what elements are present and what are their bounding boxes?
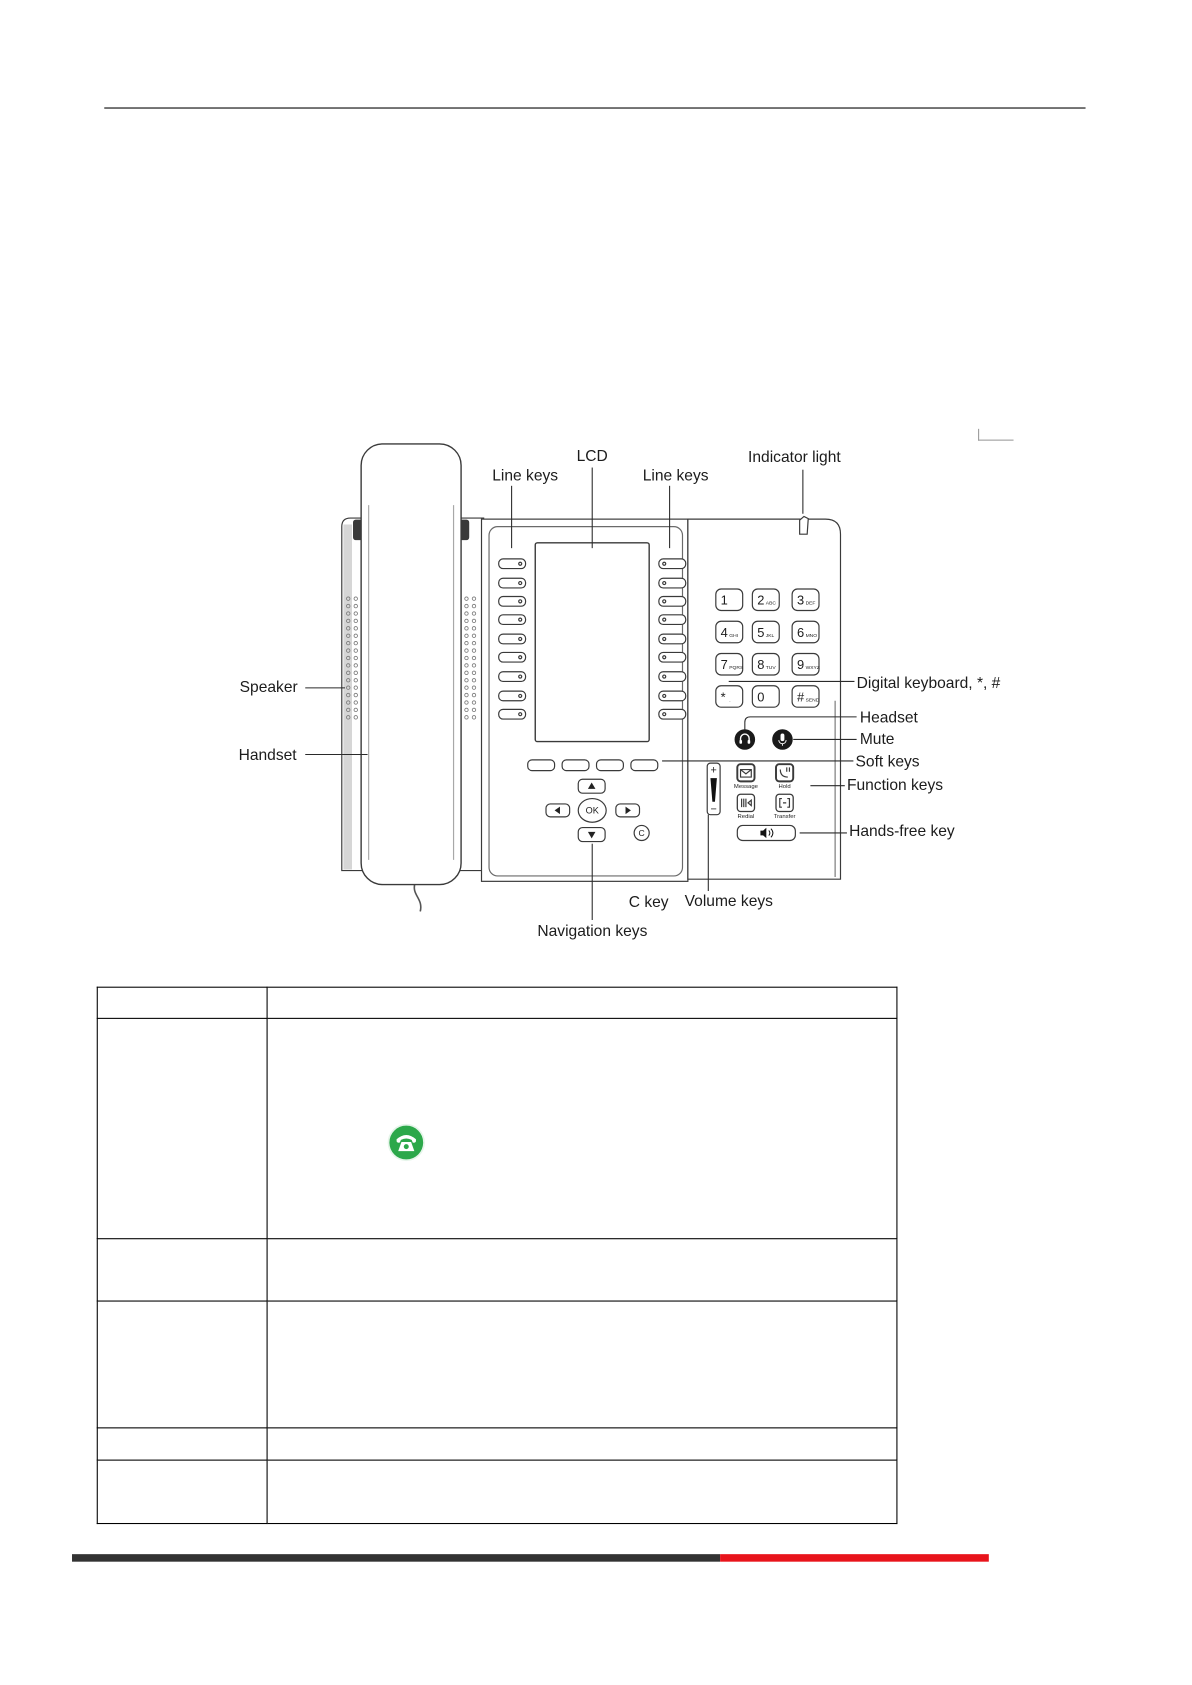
- keypad-key-digit: 6: [796, 624, 805, 640]
- keypad-key: [716, 621, 743, 642]
- keypad-key: [752, 653, 779, 674]
- handset: [354, 444, 469, 912]
- label-line-keys-left: Line keys: [492, 467, 559, 485]
- keypad-key-letters: ABC: [765, 601, 776, 607]
- label-indicator-light: Indicator light: [748, 449, 841, 467]
- line-key-led: [519, 582, 522, 585]
- keypad-key-digit: 5: [757, 624, 765, 640]
- keypad-key-letters: MNO: [805, 633, 818, 639]
- line-key-led: [663, 694, 666, 697]
- keypad-key-letters: JKL: [765, 633, 775, 639]
- table-row: [97, 1428, 897, 1460]
- table-cell-description: [267, 1018, 897, 1238]
- headset-earpiece: [739, 740, 742, 744]
- indicator-light: [800, 516, 809, 534]
- label-speaker: Speaker: [239, 679, 298, 697]
- line-key-led: [663, 562, 666, 565]
- function-key-redial: [737, 794, 754, 820]
- c-key-glyph: C: [638, 828, 645, 839]
- function-key-caption: Transfer: [773, 813, 796, 820]
- line-key-led: [663, 656, 666, 659]
- line-key-led: [519, 637, 522, 640]
- line-key-led: [663, 600, 666, 603]
- keypad-key-digit: 2: [757, 592, 765, 608]
- label-line-keys-right: Line keys: [642, 467, 709, 485]
- function-key-caption: Hold: [778, 783, 791, 790]
- phone-icon-dial: [404, 1144, 409, 1149]
- keypad-key-digit: 0: [757, 689, 765, 705]
- table-cell-description: [267, 1301, 897, 1428]
- key-description-table: [97, 987, 898, 1524]
- footer-bar: [72, 1554, 720, 1562]
- table-row: [97, 1301, 897, 1428]
- microphone-capsule: [781, 734, 785, 742]
- line-key-led: [519, 656, 522, 659]
- label-hands-free-key: Hands-free key: [849, 823, 955, 841]
- line-key-led: [663, 637, 666, 640]
- table-cell-label: [97, 1239, 267, 1301]
- soft-key: [597, 760, 624, 771]
- headset-key-button: [735, 730, 754, 749]
- label-soft-keys: Soft keys: [855, 753, 920, 771]
- keypad-key-digit: 8: [757, 657, 765, 673]
- table-cell-label: [97, 1460, 267, 1523]
- keypad-key-letters: TUV: [765, 666, 776, 672]
- footer-accent-bar: [720, 1554, 989, 1562]
- function-key-frame: [737, 764, 754, 781]
- keypad-key-digit: *: [720, 689, 726, 705]
- table-cell-label: [97, 1301, 267, 1428]
- soft-key: [562, 760, 589, 771]
- keypad-key: [792, 653, 820, 674]
- phone-icon-graphic: [387, 1123, 426, 1162]
- headset-earpiece: [748, 740, 751, 744]
- keypad-key-digit: 4: [720, 624, 728, 640]
- handset-cord: [414, 883, 420, 911]
- keypad-key-letters: PQRS: [729, 666, 744, 672]
- volume-plus: +: [710, 764, 717, 777]
- phone-icon: [387, 1123, 426, 1162]
- keypad-key: [716, 589, 743, 610]
- line-key-led: [663, 618, 666, 621]
- line-key-led: [663, 582, 666, 585]
- headset-key: [735, 730, 754, 749]
- table-cell-description: [267, 1460, 897, 1523]
- keypad-key-letters: SEND: [805, 698, 820, 704]
- label-navigation-keys: Navigation keys: [537, 923, 648, 941]
- keypad-key-digit: 3: [796, 592, 805, 608]
- hands-free-key: [737, 825, 795, 840]
- keypad-key: [792, 589, 819, 610]
- keypad-key-letters: DEF: [805, 601, 816, 607]
- phone-device: [342, 444, 841, 912]
- label-headset: Headset: [859, 709, 918, 727]
- table-cell-label: [97, 1428, 267, 1460]
- keypad-key-letters: .: [729, 698, 731, 704]
- volume-minus: −: [710, 803, 717, 816]
- label-digital-keyboard: Digital keyboard, *, #: [856, 674, 1001, 692]
- keypad-key: [752, 621, 779, 642]
- keypad-key: [792, 621, 819, 642]
- keypad-key-digit: 9: [796, 657, 805, 673]
- function-key-caption: Redial: [737, 813, 755, 820]
- keypad-key-digit: #: [796, 689, 805, 705]
- keypad-key-letters: WXYZ: [805, 666, 820, 672]
- function-key-message: [734, 764, 759, 790]
- table-cell-label: [97, 987, 267, 1018]
- label-c-key: C key: [628, 894, 669, 912]
- table-row: [97, 1018, 897, 1238]
- line-key-led: [519, 694, 522, 697]
- table-header-row: [97, 987, 897, 1018]
- label-mute: Mute: [859, 730, 895, 748]
- keypad-key: [752, 686, 779, 707]
- lcd-screen: [535, 543, 649, 742]
- table-cell-description: [267, 1239, 897, 1301]
- line-key-led: [663, 675, 666, 678]
- keypad-key-letters: GHI: [729, 633, 739, 639]
- label-volume-keys: Volume keys: [684, 893, 773, 911]
- function-key-transfer: [774, 794, 796, 820]
- table-cell-description: [267, 987, 897, 1018]
- mute-key: [773, 730, 792, 749]
- label-function-keys: Function keys: [846, 776, 944, 794]
- ok-key-label: OK: [585, 805, 599, 816]
- function-key-hold: [776, 764, 793, 790]
- line-key-led: [519, 562, 522, 565]
- function-key-caption: Message: [733, 783, 758, 790]
- label-handset: Handset: [238, 746, 297, 764]
- table-cell-label: [97, 1018, 267, 1238]
- label-lcd: LCD: [576, 448, 608, 466]
- table-cell-description: [267, 1428, 897, 1460]
- function-key-frame: [776, 764, 793, 781]
- volume-keys: [707, 763, 720, 815]
- keypad-key: [716, 686, 743, 707]
- keypad-key-digit: 7: [720, 657, 728, 673]
- keypad-key: [716, 653, 744, 674]
- line-key-led: [519, 675, 522, 678]
- line-key-led: [663, 713, 666, 716]
- line-key-led: [519, 713, 522, 716]
- handset-body: [361, 444, 461, 885]
- keypad-key: [792, 686, 820, 707]
- keypad-key-digit: 1: [720, 592, 728, 608]
- soft-key: [631, 760, 658, 771]
- line-key-led: [519, 618, 522, 621]
- soft-key: [528, 760, 555, 771]
- keypad-key: [752, 589, 779, 610]
- line-key-led: [519, 600, 522, 603]
- table-row: [97, 1239, 897, 1301]
- table-row: [97, 1460, 897, 1523]
